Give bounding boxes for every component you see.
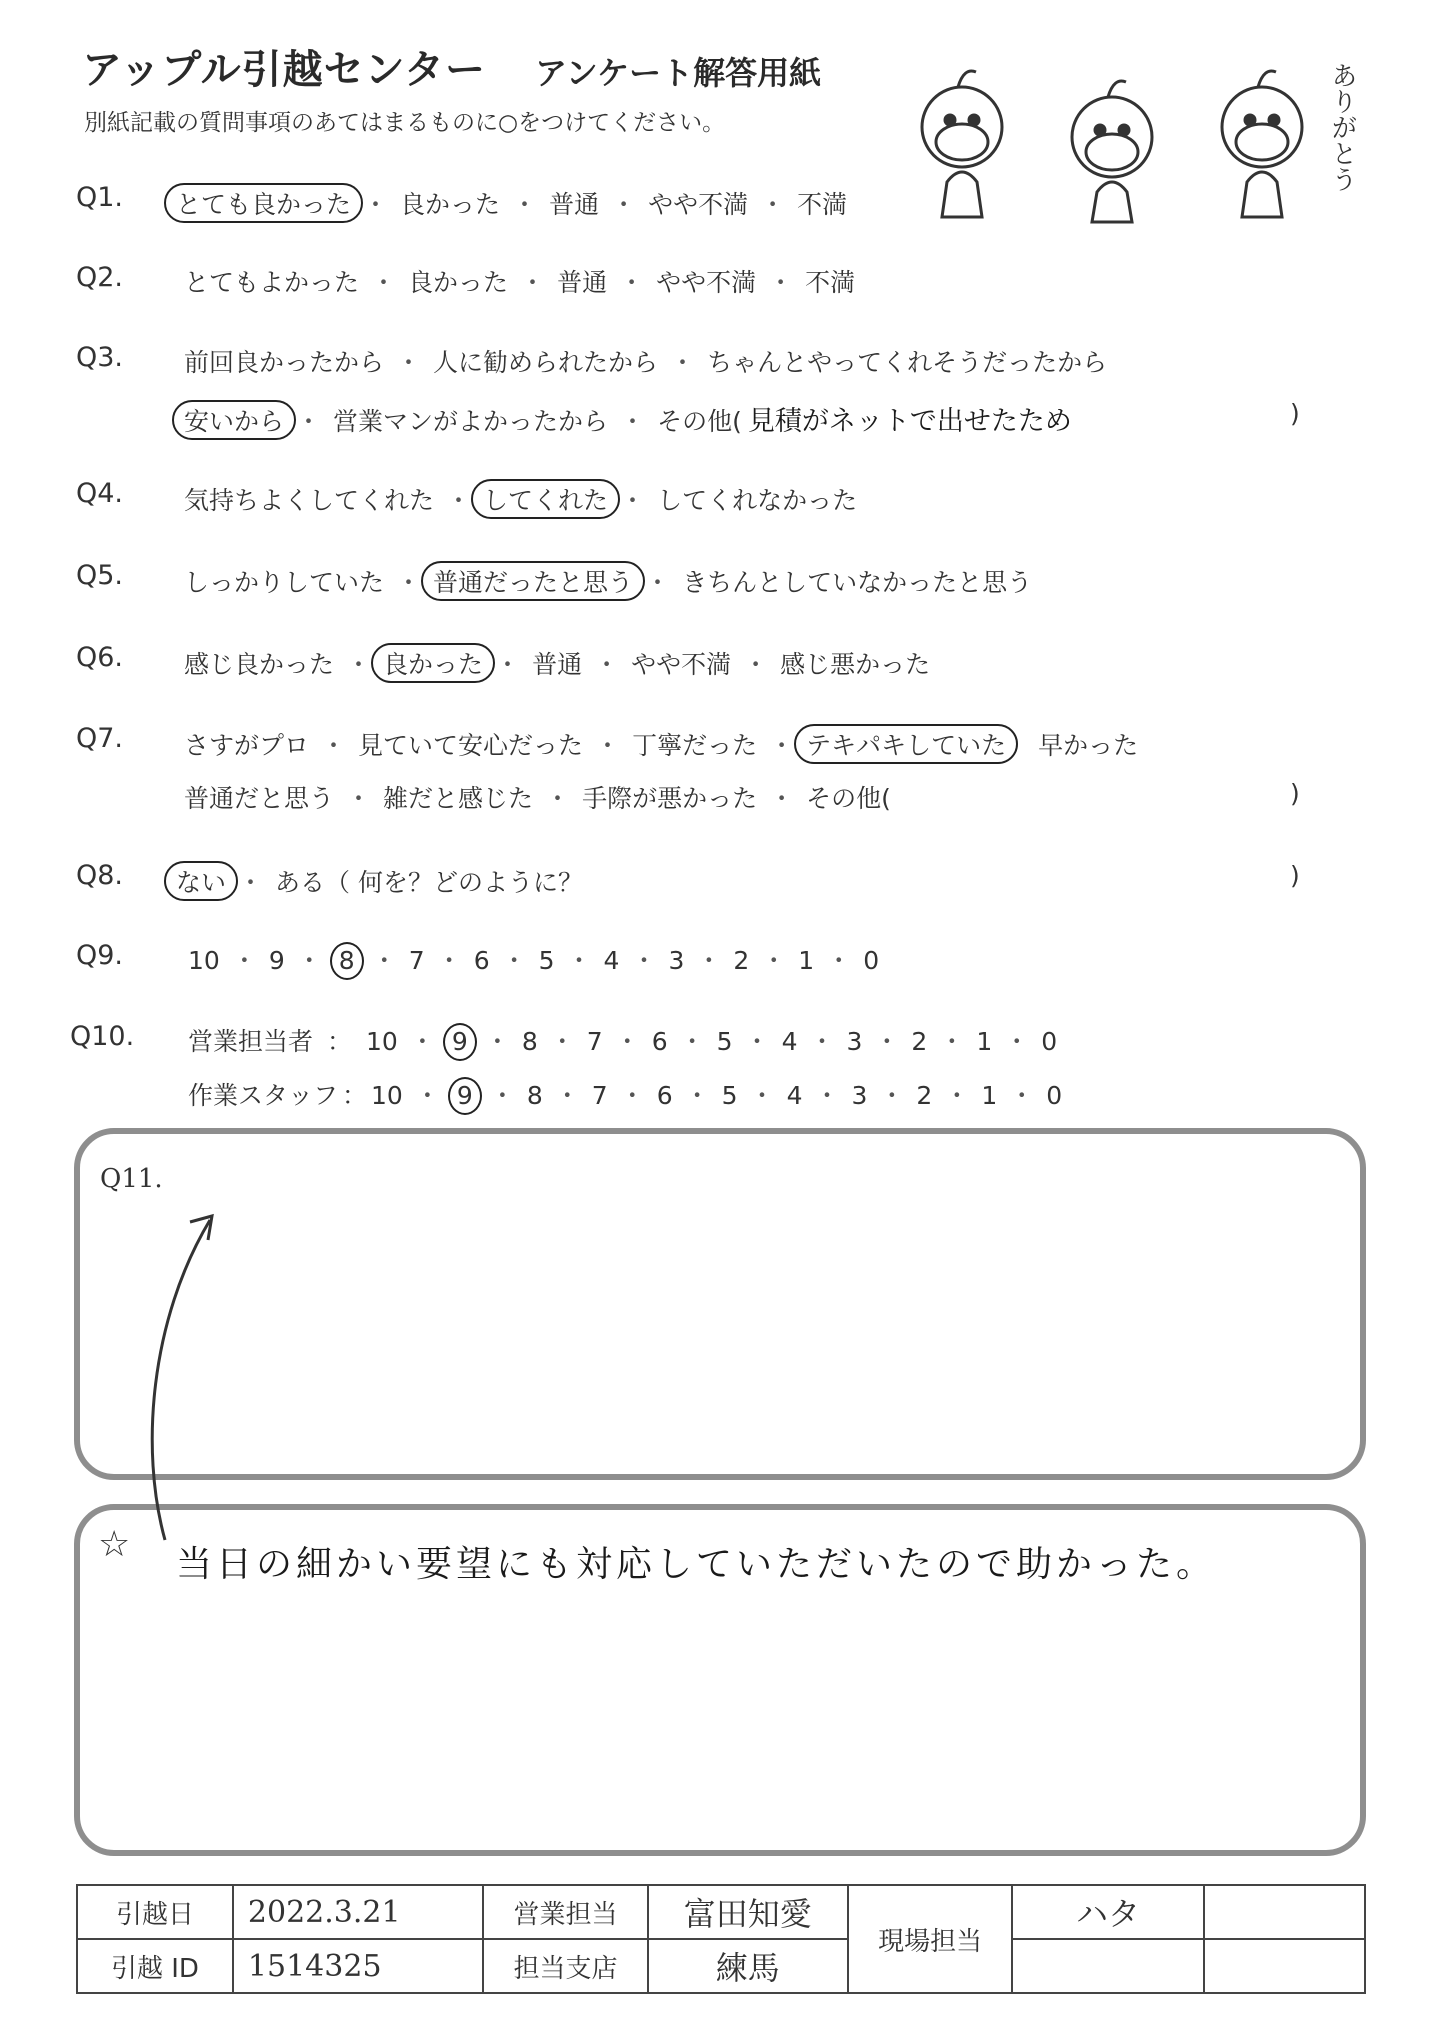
q7-options-line1: さすがプロ ・ 見ていて安心だった ・ 丁寧だった ・ テキパキしていた 早かった — [184, 724, 1138, 764]
q8-options: ない ・ ある（ 何を？どのように？ — [176, 861, 583, 901]
q10-sales-label: 営業担当者 — [188, 1027, 314, 1056]
q6-option[interactable]: 感じ良かった — [184, 650, 335, 679]
q3-options-line2: 安いから ・ 営業マンがよかったから ・ その他( 見積がネットで出せたため — [184, 399, 1072, 440]
q10-score[interactable]: 7 — [586, 1027, 603, 1056]
move-id-value[interactable]: 1514325 — [233, 1939, 483, 1993]
sales-rep-value[interactable]: 富田知愛 — [648, 1885, 848, 1939]
q9-score[interactable]: 1 — [798, 946, 815, 975]
footer-info-table — [76, 1884, 1366, 1994]
q3-option[interactable]: 人に勧められたから — [433, 348, 659, 377]
q7-option[interactable]: 早かった — [1038, 731, 1139, 760]
q8-close-paren: ) — [1290, 861, 1300, 890]
q10-staff-score-selected[interactable]: 9 — [448, 1077, 482, 1115]
q5-options: しっかりしていた ・ 普通だったと思う ・ きちんとしていなかったと思う — [184, 561, 1032, 601]
monkey-mascot-middle — [1072, 81, 1152, 222]
q6-option[interactable]: やや不満 — [631, 650, 732, 679]
q7-option[interactable]: 普通だと思う — [184, 784, 335, 813]
brand-name: アップル引越センター — [82, 47, 486, 93]
mascot-caption: ありがとう — [1327, 62, 1357, 192]
move-id-label: 引越 ID — [77, 1939, 233, 1993]
q9-score-selected[interactable]: 8 — [330, 942, 364, 980]
branch-value[interactable]: 練馬 — [648, 1939, 848, 1993]
q1-options: とても良かった ・ 良かった ・ 普通 ・ やや不満 ・ 不満 — [176, 183, 847, 223]
star-icon: ☆ — [98, 1524, 131, 1565]
q4-options: 気持ちよくしてくれた ・ してくれた ・ してくれなかった — [184, 479, 857, 519]
q6-option[interactable]: 感じ悪かった — [780, 650, 931, 679]
q10-score[interactable]: 3 — [851, 1081, 868, 1110]
q10-score[interactable]: 2 — [916, 1081, 933, 1110]
q2-option[interactable]: とてもよかった — [184, 268, 360, 297]
move-date-label: 引越日 — [77, 1885, 233, 1939]
q10-sales-row: 営業担当者 ： 10 ・ 9 ・ 8 ・ 7 ・ 6 ・ 5 ・ 4 ・ 3 ・ 2 ・ 1 ・ 0 — [188, 1022, 1057, 1061]
q5-option-selected[interactable]: 普通だったと思う — [421, 561, 645, 601]
empty-cell — [1012, 1939, 1203, 1993]
q11-label: Q11. — [100, 1164, 163, 1194]
q10-score[interactable]: 5 — [716, 1027, 733, 1056]
q2-option[interactable]: 良かった — [408, 268, 509, 297]
q1-option[interactable]: 不満 — [797, 190, 848, 219]
q10-score[interactable]: 6 — [656, 1081, 673, 1110]
q9-score[interactable]: 10 — [188, 946, 220, 975]
q7-option-selected[interactable]: テキパキしていた — [794, 724, 1018, 764]
document-title: アンケート解答用紙 — [535, 54, 822, 92]
monkey-mascot-left — [922, 71, 1002, 217]
q6-option-selected[interactable]: 良かった — [371, 643, 495, 683]
q10-score[interactable]: 6 — [651, 1027, 668, 1056]
monkey-mascot-illustration — [892, 42, 1362, 227]
q7-option[interactable]: 雑だと感じた — [383, 784, 534, 813]
q8-label: Q8. — [76, 860, 124, 891]
q9-scale: 10 ・ 9 ・ 8 ・ 7 ・ 6 ・ 5 ・ 4 ・ 3 ・ 2 ・ 1 ・ 0 — [188, 941, 879, 980]
q10-staff-label: 作業スタッフ — [188, 1081, 339, 1110]
q3-other-handwritten: 見積がネットで出せたため — [747, 406, 1072, 437]
q7-option[interactable]: 見ていて安心だった — [358, 731, 584, 760]
q6-option[interactable]: 普通 — [532, 650, 583, 679]
q3-option[interactable]: ちゃんとやってくれそうだったから — [707, 348, 1108, 377]
q6-options: 感じ良かった ・ 良かった ・ 普通 ・ やや不満 ・ 感じ悪かった — [184, 643, 930, 683]
q9-score[interactable]: 5 — [538, 946, 555, 975]
q2-options: とてもよかった ・ 良かった ・ 普通 ・ やや不満 ・ 不満 — [184, 268, 856, 297]
q5-option[interactable]: きちんとしていなかったと思う — [682, 568, 1033, 597]
q1-option[interactable]: 良かった — [400, 190, 501, 219]
q8-option-selected[interactable]: ない — [164, 861, 238, 901]
q3-label: Q3. — [76, 342, 124, 373]
q9-score[interactable]: 9 — [268, 946, 285, 975]
q7-option[interactable]: 手際が悪かった — [582, 784, 758, 813]
q10-score[interactable]: 1 — [976, 1027, 993, 1056]
q7-option-other[interactable]: その他( — [806, 784, 891, 813]
empty-cell — [1204, 1939, 1365, 1993]
move-date-value[interactable]: 2022.3.21 — [233, 1885, 483, 1939]
instruction-text: 別紙記載の質問事項のあてはまるものに○をつけてください。 — [84, 110, 726, 136]
q2-option[interactable]: やや不満 — [656, 268, 757, 297]
q2-label: Q2. — [76, 262, 124, 293]
q10-score[interactable]: 8 — [521, 1027, 538, 1056]
q10-score[interactable]: 0 — [1046, 1081, 1063, 1110]
q10-label: Q10. — [70, 1021, 135, 1052]
q10-score[interactable]: 10 — [371, 1081, 403, 1110]
q4-option[interactable]: 気持ちよくしてくれた — [184, 486, 435, 515]
q4-label: Q4. — [76, 478, 124, 509]
q10-score[interactable]: 8 — [526, 1081, 543, 1110]
q2-option[interactable]: 普通 — [557, 268, 608, 297]
q9-score[interactable]: 6 — [473, 946, 490, 975]
q1-option[interactable]: やや不満 — [648, 190, 749, 219]
q5-label: Q5. — [76, 560, 124, 591]
q8-option[interactable]: ある（ 何を？どのように？ — [275, 868, 583, 897]
q3-option[interactable]: 前回良かったから — [184, 348, 385, 377]
q9-score[interactable]: 4 — [603, 946, 620, 975]
q7-option[interactable]: 丁寧だった — [632, 731, 758, 760]
q9-score[interactable]: 3 — [668, 946, 685, 975]
comment-handwritten-text: 当日の細かい要望にも対応していただいたので助かった。 — [176, 1544, 1217, 1585]
q3-options-line1: 前回良かったから ・ 人に勧められたから ・ ちゃんとやってくれそうだったから — [184, 348, 1108, 377]
q7-close-paren: ) — [1290, 779, 1300, 808]
q1-option-selected[interactable]: とても良かった — [164, 183, 363, 223]
q10-score[interactable]: 3 — [846, 1027, 863, 1056]
q7-options-line2: 普通だと思う ・ 雑だと感じた ・ 手際が悪かった ・ その他( — [184, 784, 891, 813]
q9-score[interactable]: 7 — [408, 946, 425, 975]
q9-score[interactable]: 0 — [863, 946, 880, 975]
q3-close-paren: ) — [1290, 399, 1300, 428]
q4-option[interactable]: してくれなかった — [657, 486, 858, 515]
q7-label: Q7. — [76, 723, 124, 754]
q11-answer-box[interactable] — [74, 1128, 1366, 1480]
sales-rep-label: 営業担当 — [483, 1885, 647, 1939]
q10-staff-row: 作業スタッフ ： 10 ・ 9 ・ 8 ・ 7 ・ 6 ・ 5 ・ 4 ・ 3 ・ 2 ・ 1 ・ 0 — [188, 1076, 1062, 1115]
q4-option-selected[interactable]: してくれた — [471, 479, 620, 519]
q10-score[interactable]: 2 — [911, 1027, 928, 1056]
q10-score[interactable]: 7 — [591, 1081, 608, 1110]
q1-label: Q1. — [76, 182, 124, 213]
site-rep-label: 現場担当 — [848, 1885, 1012, 1993]
q10-score[interactable]: 1 — [981, 1081, 998, 1110]
q1-option[interactable]: 普通 — [549, 190, 600, 219]
q3-option[interactable]: 営業マンがよかったから — [333, 407, 609, 436]
branch-label: 担当支店 — [483, 1939, 647, 1993]
monkey-mascot-right — [1222, 71, 1302, 217]
q7-option[interactable]: さすがプロ — [184, 731, 310, 760]
q10-score[interactable]: 5 — [721, 1081, 738, 1110]
q10-score[interactable]: 0 — [1041, 1027, 1058, 1056]
q2-option[interactable]: 不満 — [805, 268, 856, 297]
empty-cell — [1204, 1885, 1365, 1939]
q9-score[interactable]: 2 — [733, 946, 750, 975]
q10-sales-score-selected[interactable]: 9 — [443, 1023, 477, 1061]
q10-score[interactable]: 10 — [366, 1027, 398, 1056]
site-rep-value[interactable]: ハタ — [1012, 1885, 1203, 1939]
q10-score[interactable]: 4 — [781, 1027, 798, 1056]
arrow-annotation — [130, 1200, 230, 1550]
q9-label: Q9. — [76, 940, 124, 971]
q6-label: Q6. — [76, 642, 124, 673]
q3-option-selected[interactable]: 安いから — [172, 400, 296, 440]
q3-option-other[interactable]: その他( — [657, 407, 742, 436]
q10-score[interactable]: 4 — [786, 1081, 803, 1110]
q5-option[interactable]: しっかりしていた — [184, 568, 385, 597]
